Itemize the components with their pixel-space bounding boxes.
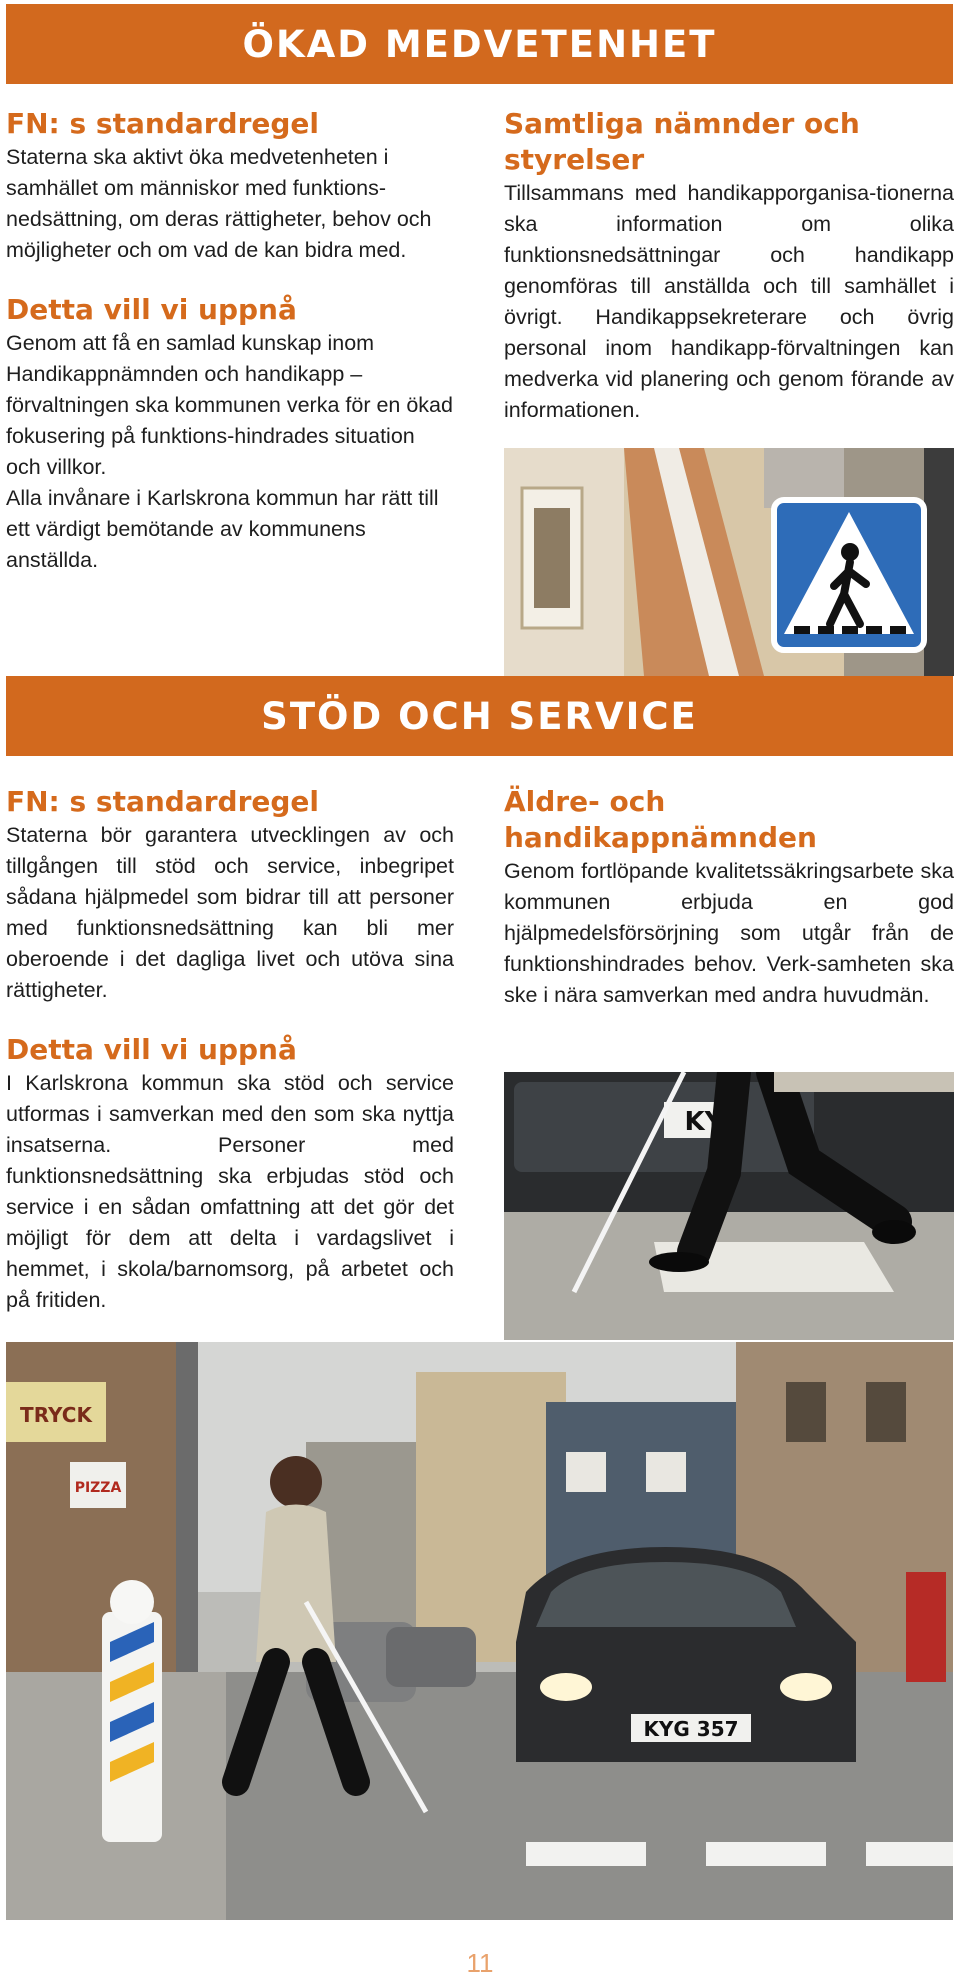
paragraph-bemotande: Alla invånare i Karlskrona kommun har rätt till ett värdigt bemötande av kommunens anställda. (6, 486, 439, 572)
heading-aldre-och-handikappnamnden: Äldre- och handikappnämnden (504, 785, 817, 854)
section2-left-column (6, 784, 454, 1316)
photo-white-cane-car (504, 1072, 954, 1340)
section-banner-okad-medvetenhet: ÖKAD MEDVETENHET (6, 4, 953, 84)
section1-left-column (6, 106, 454, 576)
section2-right-column (504, 784, 954, 1011)
paragraph-goal: Genom att få en samlad kunskap inom Handikappnämnden och handikapp – förvaltningen ska kommunen verka för en ökad fokusering på funktions-hindrades situation och villkor. (6, 331, 453, 479)
paragraph-standardregel-2: Staterna bör garantera utvecklingen av och tillgången till stöd och service, inbegripet sådana hjälpmedel som bidrar till att personer med funktionsnedsättning kan bli mer oberoende i det dagliga livet och utöva sina rättigheter. (6, 823, 454, 1002)
paragraph-goal-2: I Karlskrona kommun ska stöd och service utformas i samverkan med den som ska nyttja insatserna. Personer med funktionsnedsättning ska erbjudas stöd och service i en sådan omfattning att det gör det möjligt för dem att delta i vardagslivet i hemmet, i skola/barnomsorg, på arbetet och på fritiden. (6, 1071, 454, 1312)
heading-fn-standardregel: FN: s standardregel (6, 107, 320, 140)
car-plate-main: KYG 357 (643, 1717, 739, 1741)
sign-pizza: PIZZA (74, 1480, 122, 1496)
photo-crosswalk-sign (504, 448, 954, 676)
photo-street-crossing (6, 1342, 953, 1920)
page-number: 11 (466, 1948, 494, 1978)
heading-detta-vill-vi-uppna-2: Detta vill vi uppnå (6, 1033, 297, 1066)
sign-tryck: TRYCK (20, 1403, 92, 1427)
heading-samtliga-namnder: Samtliga nämnder och styrelser (504, 107, 860, 176)
car-plate-small: KY (684, 1107, 724, 1137)
section-banner-stod-och-service: STÖD OCH SERVICE (6, 676, 953, 756)
paragraph-standardregel: Staterna ska aktivt öka medvetenheten i samhället om människor med funktions-nedsättning, om deras rättigheter, behov och möjligheter och om vad de kan bidra med. (6, 145, 432, 262)
heading-detta-vill-vi-uppna: Detta vill vi uppnå (6, 293, 297, 326)
section1-right-column (504, 106, 954, 426)
paragraph-hjalpmedel: Genom fortlöpande kvalitetssäkringsarbete ska kommunen erbjuda en god hjälpmedelsförsörjning som utgår från de funktionshindrades behov. Verk-samheten ska ske i nära samverkan med andra huvudmän. (504, 859, 954, 1007)
heading-fn-standardregel-2: FN: s standardregel (6, 785, 320, 818)
paragraph-information: Tillsammans med handikapporganisa-tionerna ska information om olika funktionsnedsättningar och handikapp genomföras till anställda och till samhället i övrigt. Handikappsekreterare och övrig personal inom handikapp-förvaltningen kan medverka vid planering och genom förande av informationen. (504, 181, 954, 422)
